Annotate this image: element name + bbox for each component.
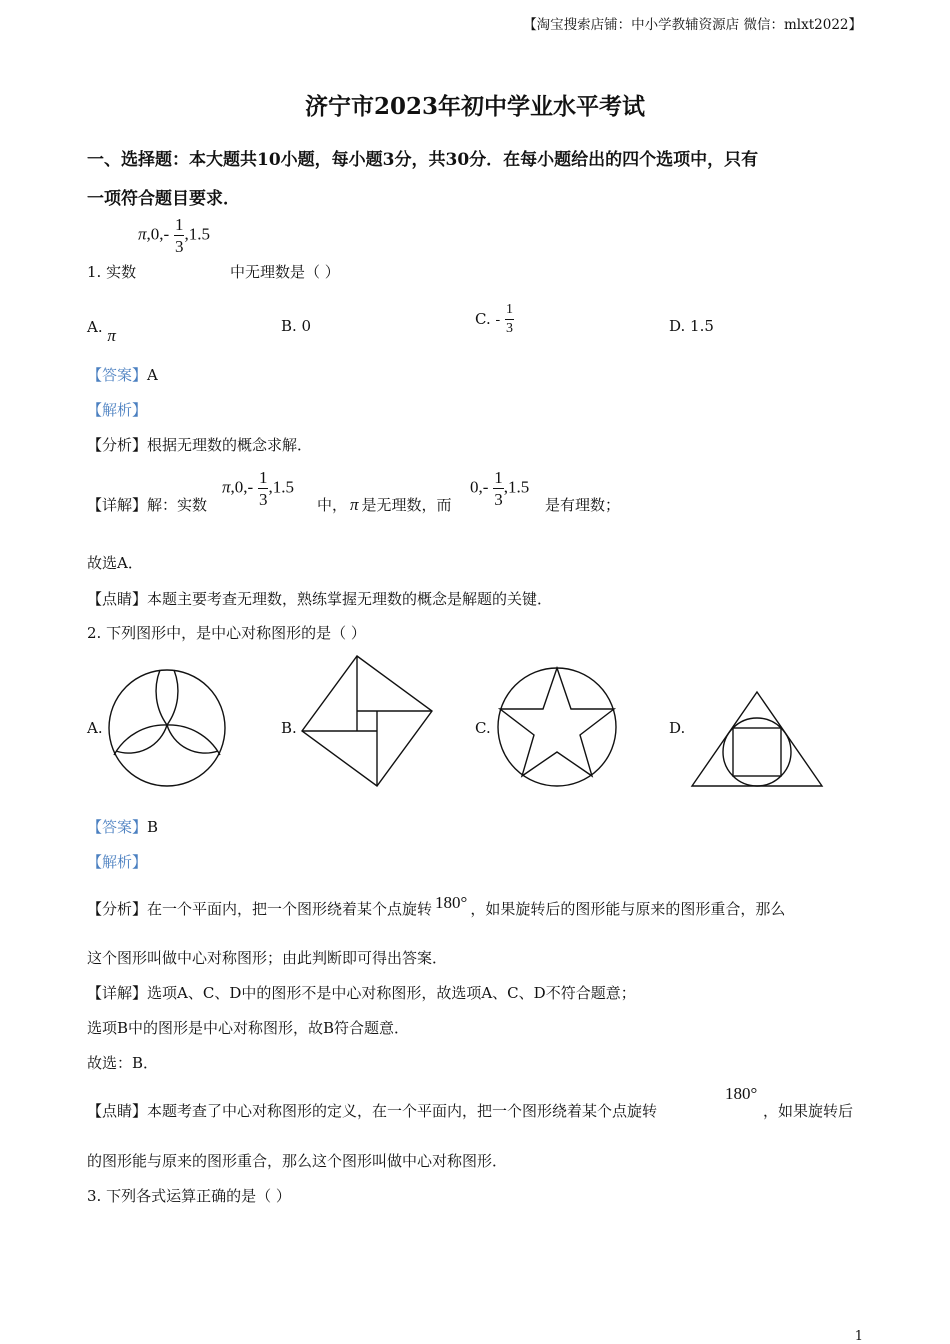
section-heading-line1: 一、选择题：本大题共10小题，每小题3分，共30分．在每小题给出的四个选项中，只有 [87, 150, 759, 170]
q2-dianjing: 【点睛】本题考查了中心对称图形的定义，在一个平面内，把一个图形绕着某个点旋转 [87, 1102, 658, 1120]
q1-stem-prefix: 1. 实数 [87, 263, 137, 281]
q2-fenxi: 【分析】在一个平面内，把一个图形绕着某个点旋转 180° ，如果旋转后的图形能与原来的图形重合，那么 [87, 893, 786, 918]
q1-dianjing: 【点睛】本题主要考查无理数，熟练掌握无理数的概念是解题的关键． [87, 590, 553, 608]
q1-detail: 【详解】解：实数 [87, 496, 208, 514]
star-in-circle-figure [495, 665, 619, 789]
q2-option-b-label: B. [281, 719, 297, 737]
section-heading-line2: 一项符合题目要求． [87, 189, 240, 209]
q1-number-set: π,0,- $\frac{1}{3}$ ,1.5 [138, 215, 210, 256]
page-number: 1 [854, 1329, 863, 1344]
q1-answer: 【答案】A [87, 366, 158, 384]
q1-detail-mid: 中， π 是无理数，而 [317, 495, 452, 514]
q2-detail2: 选项B中的图形是中心对称图形，故B符合题意． [87, 1019, 410, 1037]
q2-dianjing-cont: 的图形能与原来的图形重合，那么这个图形叫做中心对称图形． [87, 1152, 508, 1170]
q2-stem: 2. 下列图形中，是中心对称图形的是（ ） [87, 624, 366, 642]
q2-option-d-label: D. [669, 719, 686, 737]
q1-option-c: C. - $\frac{1}{3}$ [475, 302, 513, 336]
header-note: 【淘宝搜索店铺：中小学教辅资源店 微信：mlxt2022】 [523, 17, 862, 33]
q1-detail-suffix: 是有理数； [545, 496, 621, 514]
q1-fenxi: 【分析】根据无理数的概念求解． [87, 436, 313, 454]
q1-stem-suffix: 中无理数是（ ） [230, 263, 340, 281]
q2-analysis-tag: 【解析】 [87, 853, 148, 871]
q2-dianjing-b: ，如果旋转后 [763, 1102, 854, 1120]
q2-dianjing-degree: 180° [725, 1084, 758, 1103]
pinwheel-square-figure [300, 654, 436, 790]
q2-option-c-label: C. [475, 719, 491, 737]
q1-detail-math2: 0,- $\frac{1}{3}$ ,1.5 [470, 468, 530, 509]
q2-detail1: 【详解】选项A、C、D中的图形不是中心对称图形，故选项A、C、D不符合题意； [87, 984, 636, 1002]
page-title: 济宁市2023年初中学业水平考试 [304, 93, 645, 120]
triangle-circle-square-figure [690, 690, 824, 790]
q2-conclusion: 故选：B． [87, 1054, 159, 1072]
q2-answer: 【答案】B [87, 818, 159, 836]
q1-option-d: D. 1.5 [669, 317, 714, 335]
q2-fenxi-cont: 这个图形叫做中心对称图形；由此判断即可得出答案． [87, 949, 448, 967]
q3-stem: 3. 下列各式运算正确的是（ ） [87, 1187, 291, 1205]
q1-option-a: A. π [87, 318, 116, 345]
q1-analysis-tag: 【解析】 [87, 401, 148, 419]
q1-conclusion: 故选A． [87, 554, 143, 572]
q1-detail-math1: π,0,- $\frac{1}{3}$ ,1.5 [222, 468, 294, 509]
q2-option-a-label: A. [87, 719, 103, 737]
q1-option-b: B. 0 [281, 317, 312, 335]
three-arcs-circle-figure [106, 667, 228, 789]
